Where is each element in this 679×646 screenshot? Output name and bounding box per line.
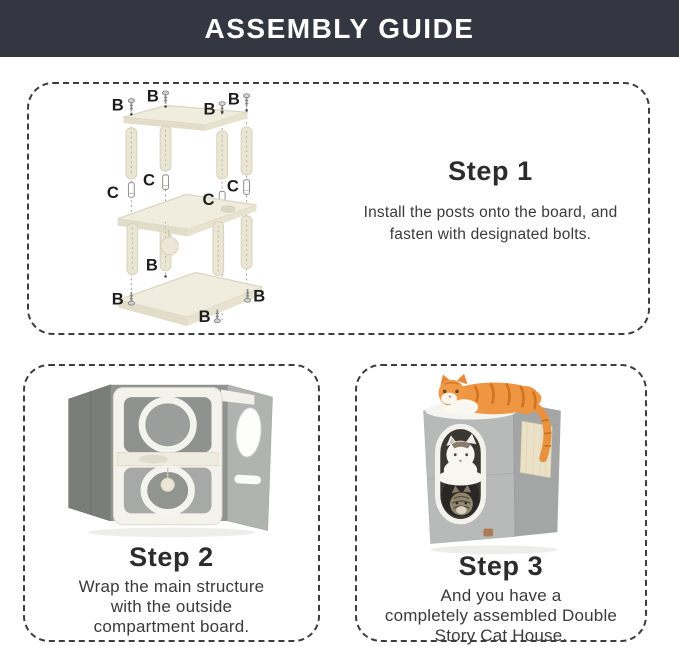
step3-description [385,586,617,646]
step2-description [79,577,265,637]
step1-title: Step 1 [448,155,533,186]
middle-board [118,194,257,236]
label-c: C [202,189,215,209]
step2-desc-line2: with the outside [110,597,233,616]
label-c: C [106,182,119,202]
step2-art-area [61,380,282,540]
step1-description [364,202,618,246]
page-title: ASSEMBLY GUIDE [204,12,475,44]
step3-art-area [413,370,589,557]
step3-desc-line2: completely assembled Double [384,606,618,625]
label-b: B [111,94,124,114]
step3-desc-line3: Story Cat House. [434,626,568,645]
label-b: B [146,86,159,106]
post-texture [131,129,246,174]
bottom-board [119,272,266,326]
step1-panel [27,82,650,335]
step2-title: Step 2 [129,542,214,572]
label-b: B [253,286,266,306]
label-c: C [142,170,155,190]
left-felt-panel [69,385,111,521]
logo-patch [483,529,493,537]
step3-title: Step 3 [458,551,544,581]
step1-art-area [29,84,347,333]
step1-desc-line1: Install the posts onto the board, and [363,203,618,221]
floor-shadow [88,528,256,538]
right-felt-panel [228,385,273,531]
cat-tree-frame-illustration [105,85,271,333]
plush-tower [113,388,222,525]
step3-desc-line1: And you have a [440,586,562,605]
label-b: B [198,306,211,326]
step2-desc-line3: compartment board. [93,617,250,636]
label-b: B [111,289,124,309]
label-c: C [226,175,239,195]
step2-panel [23,364,320,642]
label-b: B [203,98,216,118]
step3-panel [355,364,647,645]
assembled-cat-house-illustration [413,370,589,557]
panel-slot-cutout [234,475,261,485]
hanging-ball-icon [161,478,174,491]
label-b: B [227,89,240,109]
step1-desc-line2: fasten with designated bolts. [389,225,592,243]
step2-desc-line1: Wrap the main structure [78,577,265,596]
label-b: B [145,255,158,275]
wrap-structure-illustration [61,380,282,540]
step1-text-area [347,68,648,333]
header-bar [0,0,679,57]
top-board [124,105,248,130]
